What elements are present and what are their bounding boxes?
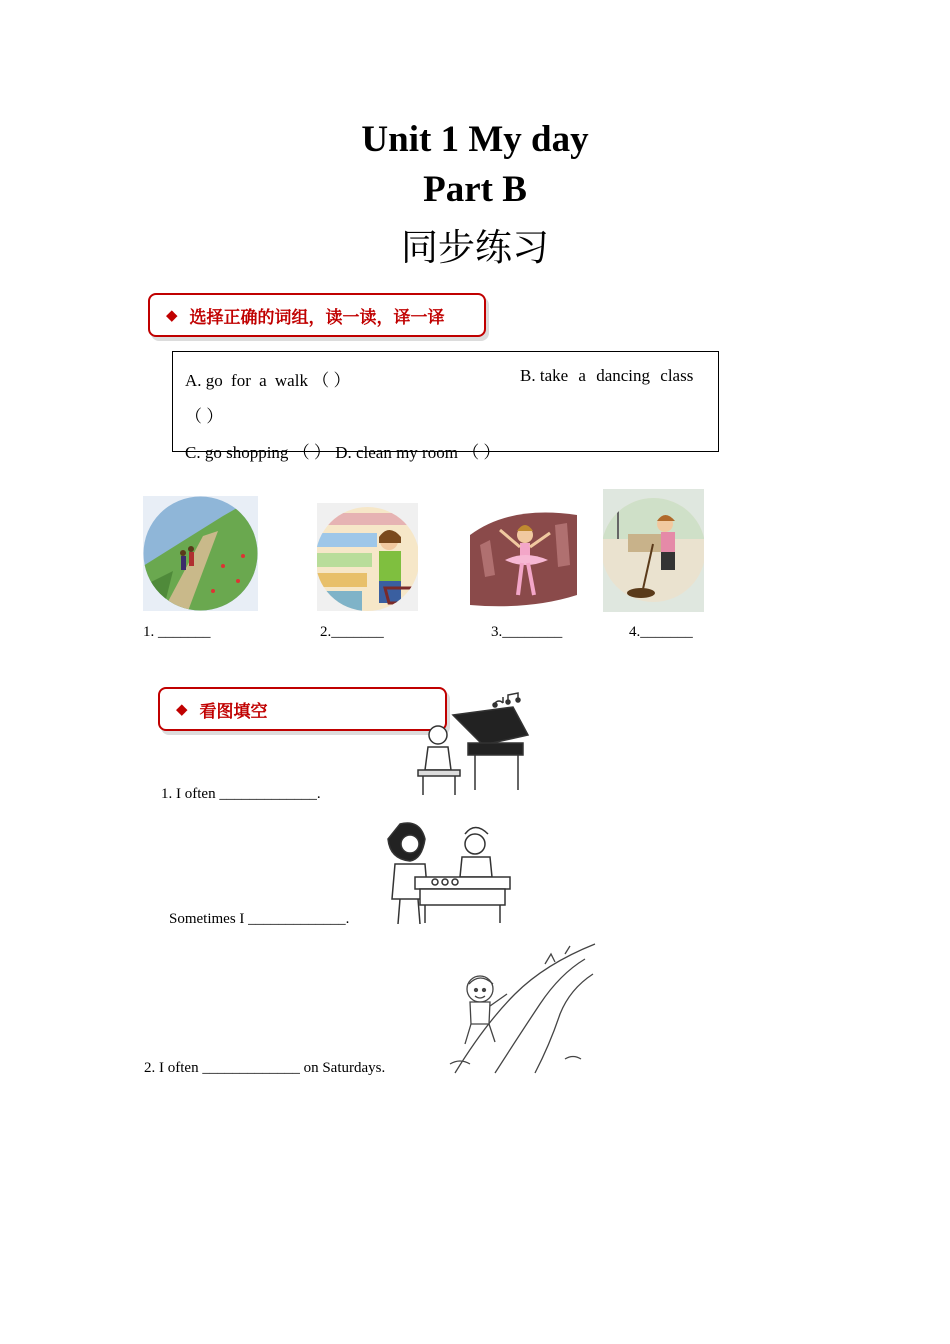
walk-picture — [143, 496, 258, 611]
section2-heading-box — [158, 687, 447, 731]
climbing-picture — [445, 944, 596, 1073]
answer-label-4: 4._______ — [629, 624, 693, 640]
dancing-picture — [470, 505, 577, 610]
answer-label-3: 3.________ — [491, 624, 563, 640]
page-title: Unit 1 My day — [361, 119, 589, 160]
page-part: Part B — [423, 169, 527, 210]
option-a-text: go for a walk — [205, 371, 308, 390]
option-d-text: clean my room — [355, 443, 458, 462]
option-b-paren: （ ） — [185, 407, 224, 426]
section2-heading: 看图填空 — [199, 701, 268, 722]
word-bank-row — [185, 402, 706, 427]
option-d-paren: （ ） — [462, 443, 501, 462]
option-a-letter: A. — [185, 371, 202, 390]
answer-label-2: 2._______ — [320, 624, 384, 640]
cleaning-picture — [603, 489, 704, 612]
word-bank-box — [172, 351, 719, 462]
word-bank-row — [185, 366, 706, 391]
option-a-paren: （ ） — [312, 371, 351, 390]
cooking-picture — [380, 819, 516, 925]
word-bank-row — [185, 438, 706, 463]
fill-sentence-1: 1. I often _____________. — [161, 786, 321, 802]
piano-picture — [413, 695, 536, 798]
section1-heading: 选择正确的词组，读一读，译一译 — [189, 307, 445, 328]
fill-sentence-3: 2. I often _____________ on Saturdays. — [144, 1060, 386, 1076]
section1-heading-box — [148, 293, 486, 337]
diamond-icon: ◆ — [176, 700, 188, 718]
option-b-letter: B. — [520, 366, 536, 385]
option-c-paren: （ ） — [292, 443, 331, 462]
page-subtitle: 同步练习 — [401, 226, 549, 269]
option-b-text: take a dancing class — [539, 366, 694, 385]
diamond-icon: ◆ — [166, 306, 178, 324]
shopping-picture — [317, 503, 418, 611]
option-c-letter: C. — [185, 443, 201, 462]
answer-label-1: 1. _______ — [143, 624, 211, 640]
fill-sentence-2: Sometimes I _____________. — [169, 911, 350, 927]
option-d-letter: D. — [335, 443, 352, 462]
option-c-text: go shopping — [204, 443, 289, 462]
